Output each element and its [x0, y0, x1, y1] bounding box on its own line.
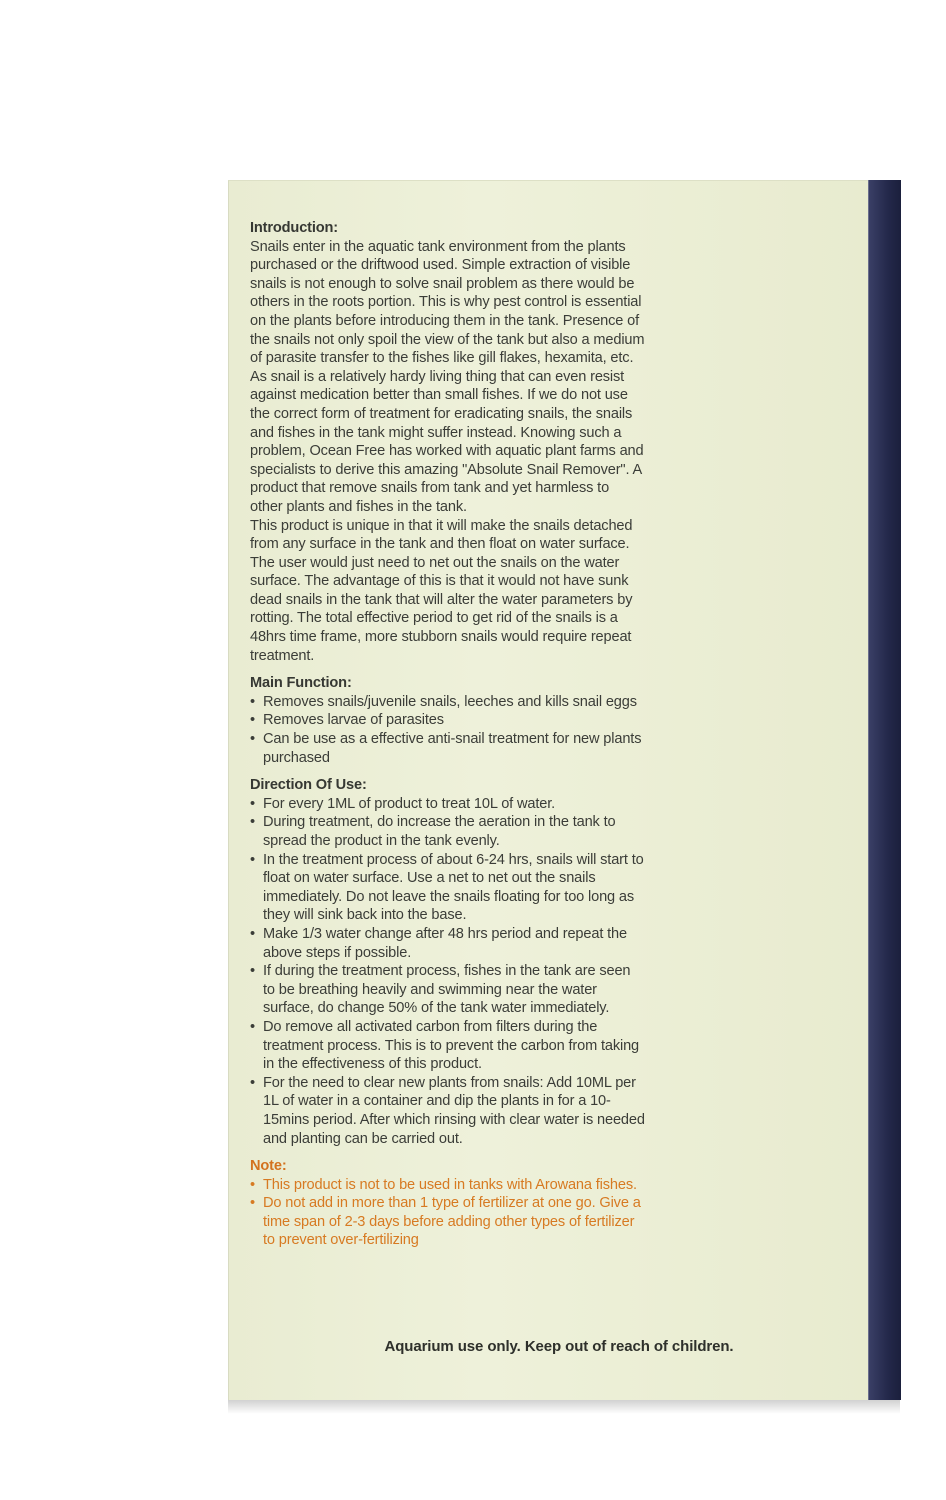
list-item: [250, 851, 645, 925]
list-item: [250, 711, 645, 730]
list-item: [250, 813, 645, 850]
list-item: [250, 1194, 645, 1250]
list-item-text: For the need to clear new plants from snails: Add 10ML per 1L of water in a container and dip the plants in for a 10-15mins period. After which rinsing with clear water is needed and planting can be carried out.: [263, 1074, 645, 1147]
list-item: [250, 1074, 645, 1148]
list-item-text: For every 1ML of product to treat 10L of water.: [263, 795, 556, 812]
introduction-section: [250, 219, 645, 665]
list-item: [250, 730, 645, 767]
introduction-heading: Introduction:: [250, 220, 339, 236]
bullet-icon: •: [250, 1074, 255, 1091]
bullet-icon: •: [250, 925, 255, 942]
list-item: [250, 962, 645, 1018]
list-item: [250, 795, 645, 814]
note-section: [250, 1157, 645, 1250]
direction-of-use-heading: Direction Of Use:: [250, 777, 367, 794]
list-item-text: Can be use as a effective anti-snail treatment for new plants purchased: [263, 731, 642, 766]
direction-of-use-section: [250, 776, 645, 1148]
box-side-edge: [868, 180, 901, 1400]
note-heading: Note:: [250, 1158, 287, 1175]
list-item: [250, 1176, 645, 1195]
bullet-icon: •: [250, 851, 255, 868]
bullet-icon: •: [250, 1176, 255, 1193]
introduction-paragraph: This product is unique in that it will make the snails detached from any surface in the tank and then float on water surface. The user would just need to net out the snails on the water surface. The advantage of this is that it would not have sunk dead snails in the tank that will alter the water parameters by rotting. The total effective period to get rid of the snails is a 48hrs time frame, more stubborn snails would require repeat treatment.: [250, 517, 633, 664]
bullet-icon: •: [250, 1195, 255, 1212]
list-item-text: Removes snails/juvenile snails, leeches and kills snail eggs: [263, 693, 637, 710]
list-item: [250, 1018, 645, 1074]
list-item-text: In the treatment process of about 6-24 hrs, snails will start to float on water surface. Use a net to net out the snails immediately. Do not leave the snails floating for too long as they will sink back into the base.: [263, 851, 644, 924]
main-function-heading: Main Function:: [250, 675, 352, 692]
list-item-text: Do remove all activated carbon from filters during the treatment process. This is to prevent the carbon from taking in the effectiveness of this product.: [263, 1018, 640, 1073]
bullet-icon: •: [250, 1018, 255, 1035]
list-item: [250, 693, 645, 712]
main-function-list: [250, 693, 645, 767]
list-item-text: Removes larvae of parasites: [263, 712, 444, 729]
label-text: [250, 219, 645, 1250]
direction-of-use-list: [250, 795, 645, 1148]
footer-warning: Aquarium use only. Keep out of reach of children.: [384, 1338, 734, 1355]
bullet-icon: •: [250, 731, 255, 748]
bullet-icon: •: [250, 712, 255, 729]
list-item-text: Do not add in more than 1 type of fertilizer at one go. Give a time span of 2-3 days before adding other types of fertilizer to prevent over-fertilizing: [263, 1195, 641, 1249]
list-item-text: This product is not to be used in tanks with Arowana fishes.: [263, 1176, 637, 1193]
bullet-icon: •: [250, 814, 255, 831]
introduction-paragraph: Snails enter in the aquatic tank environment from the plants purchased or the driftwood used. Simple extraction of visible snails is not enough to solve snail problem as there would be others in the roots portion. This is why pest control is essential on the plants before introducing them in the tank. Presence of the snails not only spoil the view of the tank but also a medium of parasite transfer to the fishes like gill flakes, hexamita, etc. As snail is a relatively hardy living thing that can even resist against medication better than small fishes. If we do not use the correct form of treatment for eradicating snails, the snails and fishes in the tank might suffer instead. Knowing such a problem, Ocean Free has worked with aquatic plant farms and specialists to derive this amazing "Absolute Snail Remover". A product that remove snails from tank and yet harmless to other plants and fishes in the tank.: [250, 238, 645, 515]
bullet-icon: •: [250, 795, 255, 812]
note-list: [250, 1176, 645, 1250]
product-box-panel: [228, 180, 868, 1400]
list-item-text: Make 1/3 water change after 48 hrs period and repeat the above steps if possible.: [263, 925, 627, 961]
bullet-icon: •: [250, 693, 255, 710]
box-shadow: [228, 1400, 900, 1414]
list-item-text: If during the treatment process, fishes in the tank are seen to be breathing heavily and swimming near the water surface, do change 50% of the tank water immediately.: [263, 963, 631, 1017]
main-function-section: [250, 674, 645, 767]
list-item: [250, 925, 645, 962]
list-item-text: During treatment, do increase the aeration in the tank to spread the product in the tank evenly.: [263, 814, 616, 849]
bullet-icon: •: [250, 963, 255, 980]
